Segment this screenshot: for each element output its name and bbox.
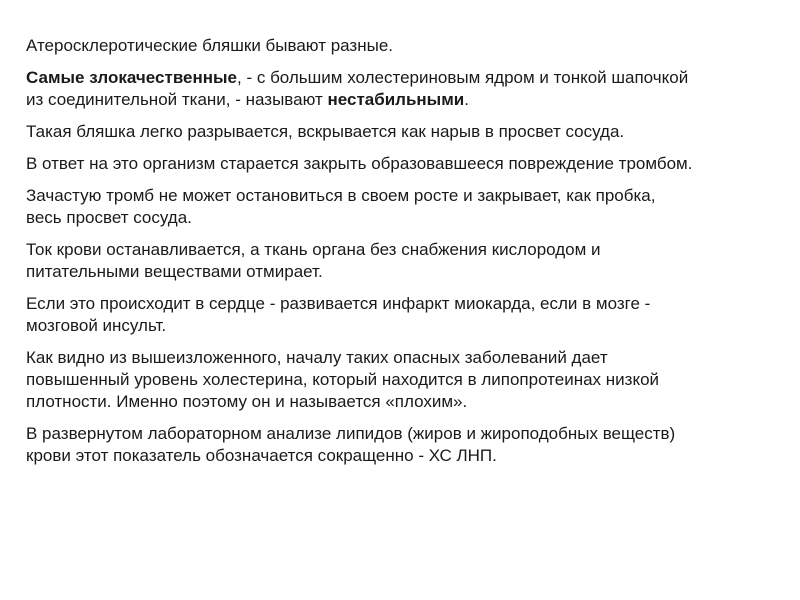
paragraph-infarction bbox=[26, 293, 800, 337]
paragraph-lab-analysis-line-2: крови этот показатель обозначается сокращенно - ХС ЛНП. bbox=[26, 446, 497, 465]
paragraph-blood-flow-line-1: Ток крови останавливается, а ткань органа без снабжения кислородом и bbox=[26, 240, 601, 259]
paragraph-occlusion bbox=[26, 185, 800, 229]
bold-term-malignant: Самые злокачественные bbox=[26, 68, 238, 87]
unstable-text-3: . bbox=[464, 90, 469, 109]
paragraph-occlusion-line-1: Зачастую тромб не может остановиться в своем росте и закрывает, как пробка, bbox=[26, 186, 656, 205]
paragraph-cholesterol-line-3: плотности. Именно поэтому он и называется «плохим». bbox=[26, 392, 468, 411]
paragraph-unstable-line-1 bbox=[26, 67, 800, 89]
paragraph-unstable-plaques bbox=[26, 67, 800, 111]
paragraph-cholesterol-line-2: повышенный уровень холестерина, который находится в липопротеинах низкой bbox=[26, 370, 660, 389]
paragraph-intro bbox=[26, 35, 800, 57]
paragraph-occlusion-line-2: весь просвет сосуда. bbox=[26, 208, 192, 227]
paragraph-intro-text: Атеросклеротические бляшки бывают разные. bbox=[26, 36, 393, 55]
unstable-text-2: из соединительной ткани, - называют bbox=[26, 90, 328, 109]
slide-content bbox=[26, 35, 800, 477]
paragraph-infarction-line-1: Если это происходит в сердце - развивается инфаркт миокарда, если в мозге - bbox=[26, 294, 651, 313]
paragraph-unstable-line-2 bbox=[26, 89, 800, 111]
paragraph-rupture-text: Такая бляшка легко разрывается, вскрывается как нарыв в просвет сосуда. bbox=[26, 122, 625, 141]
paragraph-cholesterol bbox=[26, 347, 800, 413]
paragraph-thrombus bbox=[26, 153, 800, 175]
unstable-text-1: , - с большим холестериновым ядром и тонкой шапочкой bbox=[237, 68, 689, 87]
paragraph-blood-flow bbox=[26, 239, 800, 283]
paragraph-cholesterol-line-1: Как видно из вышеизложенного, началу таких опасных заболеваний дает bbox=[26, 348, 608, 367]
paragraph-infarction-line-2: мозговой инсульт. bbox=[26, 316, 167, 335]
paragraph-rupture bbox=[26, 121, 800, 143]
paragraph-thrombus-text: В ответ на это организм старается закрыть образовавшееся повреждение тромбом. bbox=[26, 154, 693, 173]
paragraph-lab-analysis-line-1: В развернутом лабораторном анализе липидов (жиров и жироподобных веществ) bbox=[26, 424, 676, 443]
paragraph-lab-analysis bbox=[26, 423, 800, 467]
bold-term-unstable: нестабильными bbox=[327, 90, 465, 109]
paragraph-blood-flow-line-2: питательными веществами отмирает. bbox=[26, 262, 323, 281]
